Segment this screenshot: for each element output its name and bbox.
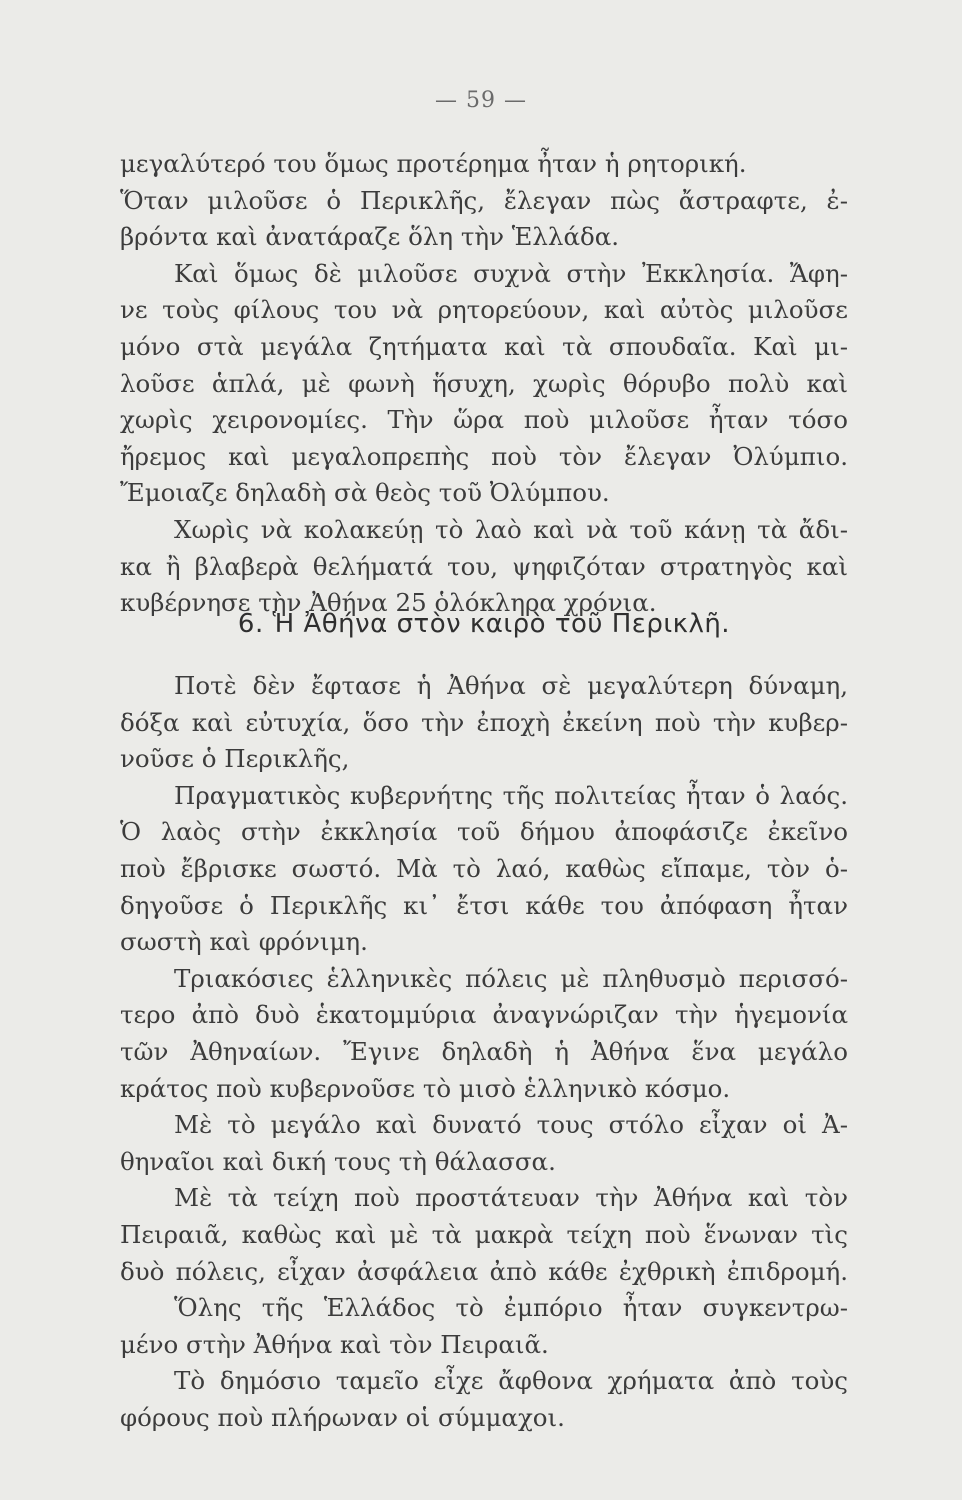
text-line: τερο ἀπὸ δυὸ ἑκατομμύρια ἀναγνώριζαν τὴν ἡγεμονία — [120, 1000, 848, 1030]
text-line: Ὅταν μιλοῦσε ὁ Περικλῆς, ἔλεγαν πὼς ἄστραφτε, ἐ- — [120, 185, 848, 215]
text-line: φόρους ποὺ πλήρωναν οἱ σύμμαχοι. — [120, 1402, 565, 1432]
text-line: κα ἢ βλαβερὰ θελήματά του, ψηφιζόταν στρατηγὸς καὶ — [120, 551, 848, 581]
text-line: Ἔμοιαζε δηλαδὴ σὰ θεὸς τοῦ Ὀλύμπου. — [120, 478, 610, 508]
paragraph-block-athens — [120, 668, 848, 1436]
text-line: Πειραιᾶ, καθὼς καὶ μὲ τὰ μακρὰ τείχη ποὺ ἕνωναν τὶς — [120, 1219, 848, 1249]
text-line: κράτος ποὺ κυβερνοῦσε τὸ μισὸ ἑλληνικὸ κόσμο. — [120, 1073, 731, 1103]
paragraph-block-rhetoric — [120, 146, 848, 622]
text-line: κυβέρνησε τὴν Ἀθήνα 25 ὁλόκληρα χρόνια. — [120, 588, 657, 618]
text-line: ποὺ ἔβρισκε σωστό. Μὰ τὸ λαό, καθὼς εἴπαμε, τὸν ὁ- — [120, 853, 848, 883]
text-line: μένο στὴν Ἀθήνα καὶ τὸν Πειραιᾶ. — [120, 1329, 549, 1359]
text-line: λοῦσε ἁπλά, μὲ φωνὴ ἥσυχη, χωρὶς θόρυβο πολὺ καὶ — [120, 368, 848, 398]
text-line: νε τοὺς φίλους του νὰ ρητορεύουν, καὶ αὐτὸς μιλοῦσε — [120, 295, 848, 325]
text-line: θηναῖοι καὶ δική τους τὴ θάλασσα. — [120, 1146, 556, 1176]
text-line: χωρὶς χειρονομίες. Τὴν ὥρα ποὺ μιλοῦσε ἦταν τόσο — [120, 405, 848, 435]
section-heading: 6. Ἡ Ἀθήνα στὸν καιρὸ τοῦ Περικλῆ. — [237, 609, 731, 639]
text-line: νοῦσε ὁ Περικλῆς, — [120, 744, 350, 774]
text-line: δόξα καὶ εὐτυχία, ὅσο τὴν ἐποχὴ ἐκείνη ποὺ τὴν κυβερ- — [120, 707, 848, 737]
text-line: Ὁ λαὸς στὴν ἐκκλησία τοῦ δήμου ἀποφάσιζε ἐκεῖνο — [120, 817, 848, 847]
text-line: ἤρεμος καὶ μεγαλοπρεπὴς ποὺ τὸν ἔλεγαν Ὀλύμπιο. — [120, 441, 848, 471]
text-line: τῶν Ἀθηναίων. Ἔγινε δηλαδὴ ἡ Ἀθήνα ἕνα μεγάλο — [120, 1036, 848, 1066]
text-line: Μὲ τὸ μεγάλο καὶ δυνατό τους στόλο εἶχαν οἱ Ἀ- — [174, 1110, 848, 1140]
page-number: — 59 — — [435, 88, 527, 113]
text-line: Πραγματικὸς κυβερνήτης τῆς πολιτείας ἦταν ὁ λαός. — [174, 780, 848, 810]
text-line: μεγαλύτερό του ὅμως προτέρημα ἦταν ἡ ρητορική. — [120, 149, 747, 178]
text-line: μόνο στὰ μεγάλα ζητήματα καὶ τὰ σπουδαῖα. Καὶ μι- — [120, 331, 848, 361]
text-line: δυὸ πόλεις, εἶχαν ἀσφάλεια ἀπὸ κάθε ἐχθρικὴ ἐπιδρομή. — [120, 1256, 848, 1286]
text-line: Τὸ δημόσιο ταμεῖο εἶχε ἄφθονα χρήματα ἀπὸ τοὺς — [174, 1366, 848, 1396]
text-line: Τριακόσιες ἑλληνικὲς πόλεις μὲ πληθυσμὸ περισσό- — [174, 963, 848, 993]
text-line: σωστὴ καὶ φρόνιμη. — [120, 927, 368, 957]
text-line: Ποτὲ δὲν ἔφτασε ἡ Ἀθήνα σὲ μεγαλύτερη δύναμη, — [174, 671, 848, 700]
text-line: Μὲ τὰ τείχη ποὺ προστάτευαν τὴν Ἀθήνα καὶ τὸν — [174, 1183, 848, 1213]
text-line: Καὶ ὅμως δὲ μιλοῦσε συχνὰ στὴν Ἐκκλησία. Ἄφη- — [174, 258, 848, 288]
text-line: Ὅλης τῆς Ἑλλάδος τὸ ἐμπόριο ἦταν συγκεντρω- — [174, 1293, 848, 1323]
text-line: δηγοῦσε ὁ Περικλῆς κι᾿ ἔτσι κάθε του ἀπόφαση ἦταν — [120, 890, 848, 920]
text-line: βρόντα καὶ ἀνατάραζε ὅλη τὴν Ἑλλάδα. — [120, 222, 620, 252]
text-line: Χωρὶς νὰ κολακεύῃ τὸ λαὸ καὶ νὰ τοῦ κάνῃ τὰ ἄδι- — [174, 514, 848, 544]
